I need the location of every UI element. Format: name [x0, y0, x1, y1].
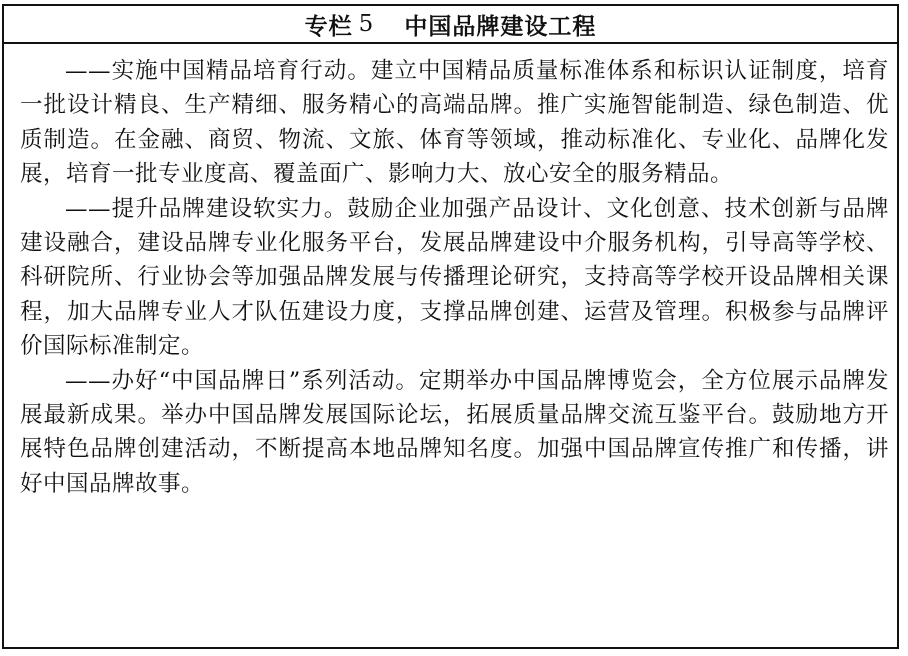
- column-title: 中国品牌建设工程: [404, 13, 597, 40]
- paragraph-brand-day: ——办好“中国品牌日”系列活动。定期举办中国品牌博览会，全方位展示品牌发展最新成果。举办中国品牌发展国际论坛，拓展质量品牌交流互鉴平台。鼓励地方开展特色品牌创建活动，不断提高本地品牌知名度。加强中国品牌宣传推广和传播，讲好中国品牌故事。: [20, 367, 889, 497]
- paragraph-quality-brands: ——实施中国精品培育行动。建立中国精品质量标准体系和标识认证制度，培育一批设计精良、生产精细、服务精心的高端品牌。推广实施智能制造、绿色制造、优质制造。在金融、商贸、物流、文旅、体育等领域，推动标准化、专业化、品牌化发展，培育一批专业度高、覆盖面广、影响力大、放心安全的服务精品。: [20, 58, 889, 188]
- paragraph-soft-power: ——提升品牌建设软实力。鼓励企业加强产品设计、文化创意、技术创新与品牌建设融合，建设品牌专业化服务平台，发展品牌建设中介服务机构，引导高等学校、科研院所、行业协会等加强品牌发展与传播理论研究，支持高等学校开设品牌相关课程，加大品牌专业人才队伍建设力度，支撑品牌创建、运营及管理。积极参与品牌评价国际标准制定。: [20, 195, 889, 360]
- column-body: [4, 44, 897, 501]
- column-label: 专栏: [304, 13, 353, 40]
- column-header: [4, 6, 897, 44]
- column-box: [2, 4, 899, 649]
- column-number: 5: [358, 11, 375, 37]
